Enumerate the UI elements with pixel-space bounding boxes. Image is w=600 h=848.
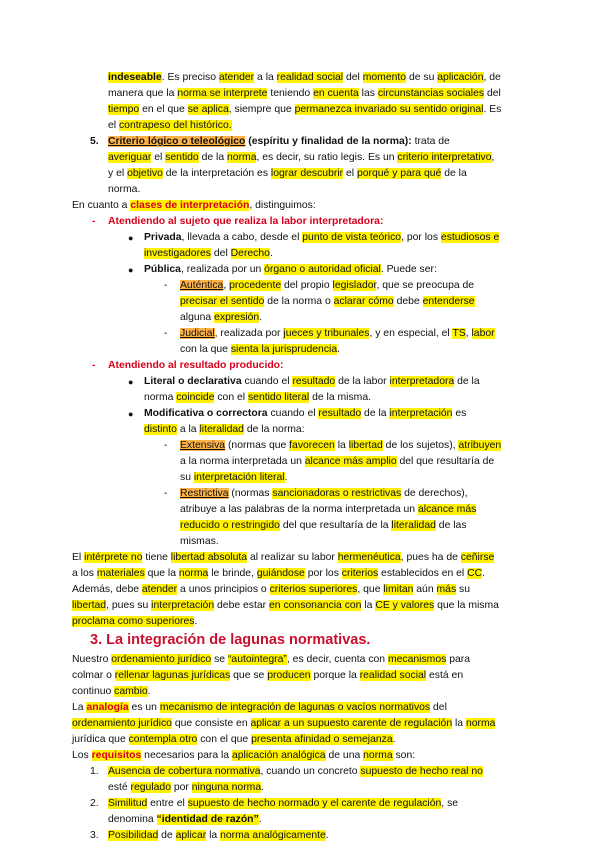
dash-marker: - [164,280,168,291]
bullet-icon: ● [128,233,134,243]
text-line: a la norma interpretada un alcance más amplio del que resultaría de [180,456,495,467]
text-line: Auténtica, procedente del propio legislador, que se preocupa de [180,280,475,291]
text-line: Literal o declarativa cuando el resultado de la labor interpretadora de la [144,376,480,387]
text-line: indeseable. Es preciso atender a la realidad social del momento de su aplicación, de [108,72,501,83]
text-line: el contrapeso del histórico. [108,120,232,131]
text-line: norma. [108,184,141,195]
text-line: Privada, llevada a cabo, desde el punto de vista teórico, por los estudiosos e [144,232,500,243]
text-line: El intérprete no tiene libertad absoluta al realizar su labor hermenéutica, pues ha de ceñirse [72,552,495,563]
text-line: distinto a la literalidad de la norma: [144,424,305,435]
text-line: colmar o rellenar lagunas jurídicas que se producen porque la realidad social está en [72,670,464,681]
text-line: ordenamiento jurídico que consiste en aplicar a un supuesto carente de regulación la norma [72,718,496,729]
text-line: precisar el sentido de la norma o aclarar cómo debe entenderse [180,296,475,307]
text-line: averiguar el sentido de la norma, es decir, su ratio legis. Es un criterio interpretativo, [108,152,495,163]
text-line: Criterio lógico o teleológico (espíritu y finalidad de la norma): trata de [108,136,450,147]
list-number: 1. [90,766,99,777]
list-number: 5. [90,136,99,147]
dash-marker: - [164,440,168,451]
text-line: Nuestro ordenamiento jurídico se “autointegra”, es decir, cuenta con mecanismos para [72,654,470,665]
text-line: manera que la norma se interprete teniendo en cuenta las circunstancias sociales del [108,88,501,99]
text-line: proclama como superiores. [72,616,198,627]
text-line: a los materiales que la norma le brinde, guiándose por los criterios establecidos en el CC. [72,568,486,579]
text-line: alguna expresión. [180,312,263,323]
dash-marker: - [92,360,96,371]
text-line: La analogía es un mecanismo de integración de lagunas o vacíos normativos del [72,702,447,713]
bullet-icon: ● [128,265,134,275]
text-line: con la que sienta la jurisprudencia. [180,344,341,355]
text-line: reducido o restringido del que resultaría de la literalidad de las [180,520,467,531]
text-line: mismas. [180,536,219,547]
text-line: Posibilidad de aplicar la norma analógicamente. [108,830,329,841]
text-line: Ausencia de cobertura normativa, cuando un concreto supuesto de hecho real no [108,766,483,777]
text-line: Judicial, realizada por jueces y tribunales, y en especial, el TS, labor [180,328,495,339]
section-heading: 3. La integración de lagunas normativas. [90,632,371,648]
text-line: investigadores del Derecho. [144,248,273,259]
text-line: libertad, pues su interpretación debe estar en consonancia con la CE y valores que la misma [72,600,499,611]
text-line: tiempo en el que se aplica, siempre que permanezca invariado su sentido original. Es [108,104,502,115]
text-line: Restrictiva (normas sancionadoras o restrictivas de derechos), [180,488,468,499]
list-number: 2. [90,798,99,809]
dash-marker: - [92,216,96,227]
text-line: esté regulado por ninguna norma. [108,782,264,793]
text-line: Similitud entre el supuesto de hecho normado y el carente de regulación, se [108,798,459,809]
text-line: norma coincide con el sentido literal de la misma. [144,392,372,403]
text-line: continuo cambio. [72,686,151,697]
list-number: 3. [90,830,99,841]
dash-marker: - [164,488,168,499]
text-line: denomina “identidad de razón”. [108,814,262,825]
text-line: Modificativa o correctora cuando el resultado de la interpretación es [144,408,467,419]
text-line: y el objetivo de la interpretación es lograr descubrir el porqué y para qué de la [108,168,467,179]
section-title: Atendiendo al resultado producido: [108,360,284,371]
text-line: su interpretación literal. [180,472,288,483]
bullet-icon: ● [128,377,134,387]
text-line: Además, debe atender a unos principios o criterios superiores, que limitan aún más su [72,584,471,595]
text-line: atribuye a las palabras de la norma interpretada un alcance más [180,504,477,515]
text-line: Los requisitos necesarios para la aplicación analógica de una norma son: [72,750,416,761]
text-line: Pública, realizada por un órgano o autoridad oficial. Puede ser: [144,264,437,275]
section-title: Atendiendo al sujeto que realiza la labor interpretadora: [108,216,384,227]
text-line: En cuanto a clases de interpretación, distinguimos: [72,200,316,211]
text-line: jurídica que contempla otro con el que presenta afinidad o semejanza. [72,734,396,745]
dash-marker: - [164,328,168,339]
text-line: Extensiva (normas que favorecen la libertad de los sujetos), atribuyen [180,440,502,451]
bullet-icon: ● [128,409,134,419]
